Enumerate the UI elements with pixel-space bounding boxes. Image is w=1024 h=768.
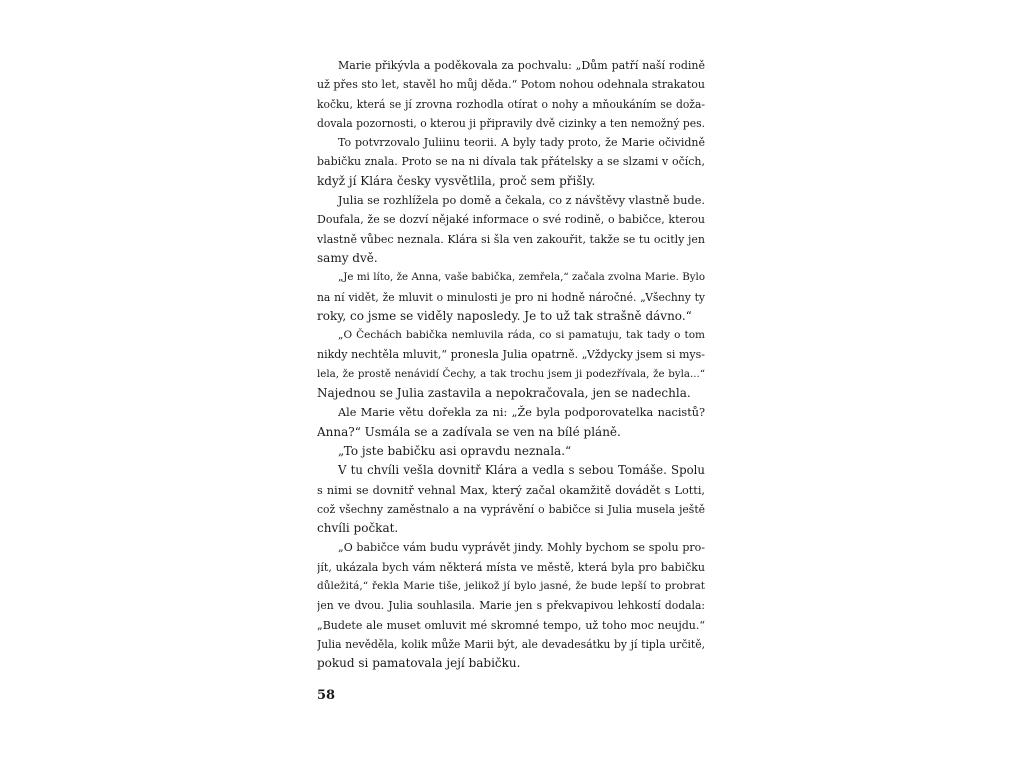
text-line: „Je mi líto, že Anna, vaše babička, zemřela,“ začala zvolna Marie. Bylo (338, 271, 705, 284)
text-line: Anna?“ Usmála se a zadívala se ven na bílé pláně. (317, 424, 621, 439)
text-line: na ní vidět, že mluvit o minulosti je pro ni hodně náročné. „Všechny ty (317, 290, 705, 304)
text-line: „O Čechách babička nemluvila ráda, co si pamatuju, tak tady o tom (338, 329, 705, 342)
text-line: „To jste babičku asi opravdu neznala.“ (338, 443, 572, 458)
text-line: pokud si pamatovala její babičku. (317, 656, 521, 671)
text-line: což všechny zaměstnalo a na vyprávění o babičce si Julia musela ještě (317, 502, 705, 516)
text-line: Ale Marie větu dořekla za ni: „Že byla podporovatelka nacistů? (338, 406, 705, 420)
text-line: jít, ukázala bych vám některá místa ve městě, která byla pro babičku (317, 560, 705, 574)
text-line: vlastně vůbec neznala. Klára si šla ven zakouřit, takže se tu ocitly jen (317, 232, 705, 246)
text-line: když jí Klára česky vysvětlila, proč sem přišly. (317, 173, 596, 188)
text-line: V tu chvíli vešla dovnitř Klára a vedla s sebou Tomáše. Spolu (338, 463, 705, 478)
text-line: „O babičce vám budu vyprávět jindy. Mohly bychom se spolu pro- (338, 541, 705, 555)
body-text (317, 56, 705, 674)
text-line: Julia nevěděla, kolik může Marii být, ale devadesátku by jí tipla určitě, (317, 637, 705, 651)
text-line: Doufala, že se dozví nějaké informace o své rodině, o babičce, kterou (317, 213, 705, 227)
text-line: chvíli počkat. (317, 521, 399, 536)
text-line: nikdy nechtěla mluvit,“ pronesla Julia opatrně. „Vždycky jsem si mys- (317, 348, 705, 362)
text-line: už přes sto let, stavěl ho můj děda.“ Potom nohou odehnala strakatou (317, 78, 705, 92)
text-line: Julia se rozhlížela po domě a čekala, co z návštěvy vlastně bude. (338, 194, 705, 208)
text-line: samy dvě. (317, 250, 378, 265)
text-line: dovala pozornosti, o kterou ji připravily dvě cizinky a ten nemožný pes. (317, 116, 705, 130)
text-line: To potvrzovalo Juliinu teorii. A byly tady proto, že Marie očividně (338, 136, 705, 150)
text-line: důležitá,“ řekla Marie tiše, jelikož jí bylo jasné, že bude lepší to probrat (317, 580, 705, 593)
text-line: Najednou se Julia zastavila a nepokračovala, jen se nadechla. (317, 386, 691, 401)
text-line: lela, že prostě nenávidí Čechy, a tak trochu jsem ji podezřívala, že byla...“ (317, 367, 705, 380)
text-line: s nimi se dovnitř vehnal Max, který začal okamžitě dovádět s Lotti, (317, 483, 705, 497)
text-line: roky, co jsme se viděly naposledy. Je to už tak strašně dávno.“ (317, 308, 692, 323)
text-line: „Budete ale muset omluvit mé skromné tempo, už toho moc neujdu.“ (317, 618, 705, 632)
text-line: Marie přikývla a poděkovala za pochvalu: „Dům patří naší rodině (338, 59, 705, 72)
text-line: kočku, která se jí zrovna rozhodla otírat o nohy a mňoukáním se doža- (317, 97, 705, 111)
text-line: babičku znala. Proto se na ni dívala tak přátelsky a se slzami v očích, (317, 155, 705, 169)
text-line: jen ve dvou. Julia souhlasila. Marie jen s překvapivou lehkostí dodala: (317, 599, 705, 613)
page-number: 58 (317, 688, 336, 703)
